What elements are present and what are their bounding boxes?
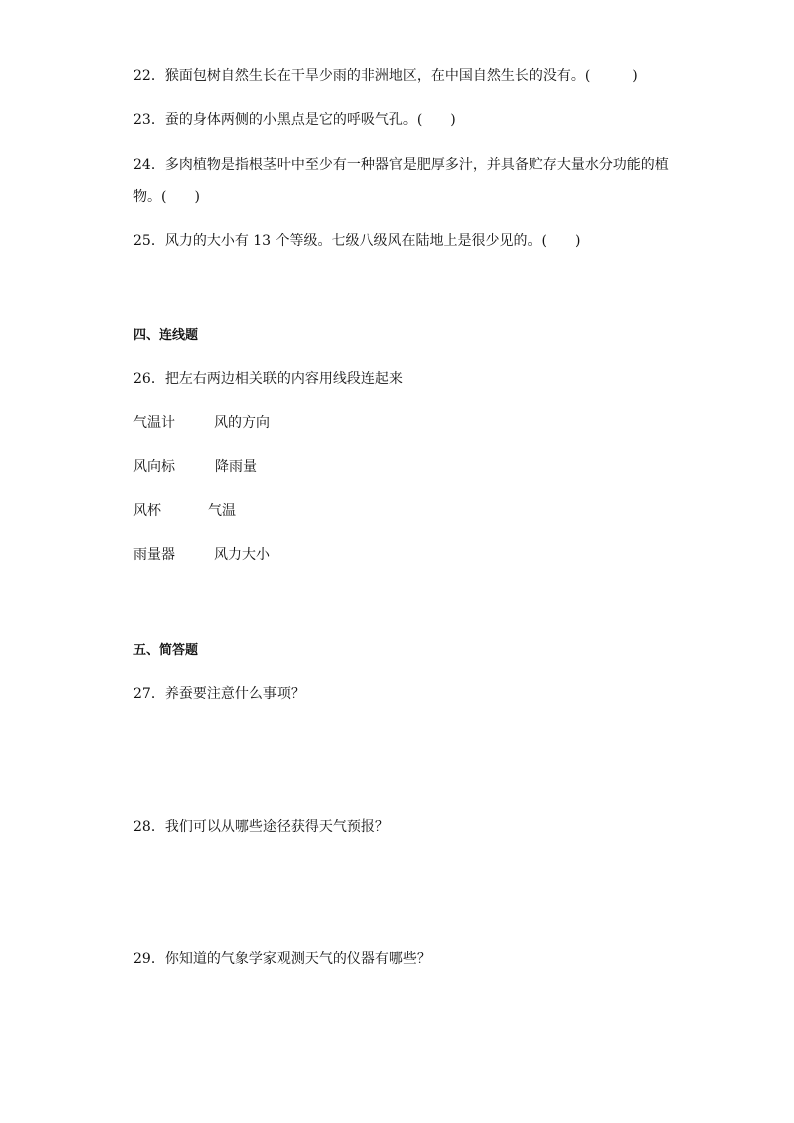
question-26: 26．把左右两边相关联的内容用线段连起来 [133, 371, 403, 387]
match-right-item-2: 降雨量 [215, 459, 257, 475]
question-24-line-1: 24．多肉植物是指根茎叶中至少有一种器官是肥厚多汁，并具备贮存大量水分功能的植 [133, 157, 669, 173]
match-right-item-3: 气温 [208, 503, 236, 519]
question-27: 27．养蚕要注意什么事项？ [133, 686, 305, 702]
question-23: 23．蚕的身体两侧的小黑点是它的呼吸气孔。( ) [133, 112, 456, 128]
question-24-line-2: 物。( ) [133, 189, 200, 205]
question-25: 25．风力的大小有 13 个等级。七级八级风在陆地上是很少见的。( ) [133, 233, 581, 249]
match-left-item-4: 雨量器 [133, 547, 175, 563]
match-right-item-4: 风力大小 [214, 547, 270, 563]
section-5-heading: 五、简答题 [133, 643, 199, 658]
match-left-item-1: 气温计 [133, 415, 175, 431]
question-28: 28．我们可以从哪些途径获得天气预报？ [133, 819, 389, 835]
section-4-heading: 四、连线题 [133, 328, 199, 343]
question-29: 29．你知道的气象学家观测天气的仪器有哪些？ [133, 951, 431, 967]
question-22: 22．猴面包树自然生长在干旱少雨的非洲地区，在中国自然生长的没有。( ) [133, 68, 638, 84]
match-right-item-1: 风的方向 [214, 415, 270, 431]
match-left-item-2: 风向标 [133, 459, 175, 475]
match-left-item-3: 风杯 [133, 503, 161, 519]
